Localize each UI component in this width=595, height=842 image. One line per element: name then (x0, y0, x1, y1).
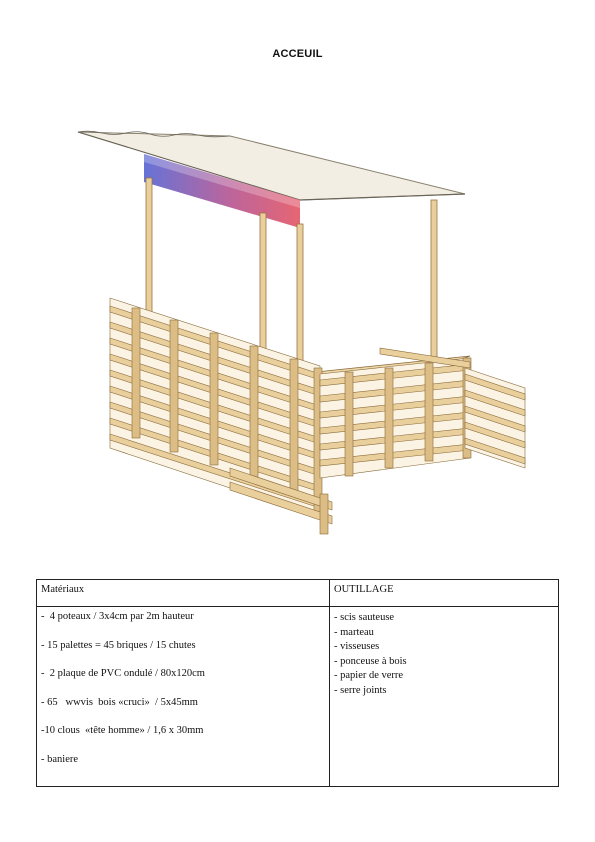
table-header-row (37, 580, 559, 607)
list-item: - baniere (41, 753, 79, 765)
page-title: ACCEUIL (272, 48, 323, 60)
table-body-row (37, 607, 559, 787)
list-item: -10 clous «tête homme» / 1,6 x 30mm (41, 725, 204, 736)
tools-header: OUTILLAGE (330, 580, 559, 607)
list-item: - serre joints (334, 684, 387, 696)
list-item: - 2 plaque de PVC ondulé / 80x120cm (41, 668, 205, 679)
list-item: - scis sauteuse (334, 612, 395, 623)
materials-table (36, 579, 559, 787)
left-pallet-wall (110, 298, 322, 518)
reception-booth-illustration (70, 118, 530, 548)
materials-cell (37, 607, 330, 787)
list-item: - 65 wwvis bois «cruci» / 5x45mm (41, 696, 198, 708)
list-item: - visseuses (334, 641, 380, 652)
right-pallet-wall (320, 358, 471, 478)
list-item: - 15 palettes = 45 briques / 15 chutes (41, 639, 196, 651)
list-item: - ponceuse à bois (334, 655, 407, 667)
list-item: - papier de verre (334, 670, 404, 681)
list-item: - marteau (334, 626, 374, 638)
list-item: - 4 poteaux / 3x4cm par 2m hauteur (41, 611, 194, 622)
tools-cell (330, 607, 559, 787)
materials-header: Matériaux (37, 580, 330, 607)
roof-panel (78, 131, 465, 200)
